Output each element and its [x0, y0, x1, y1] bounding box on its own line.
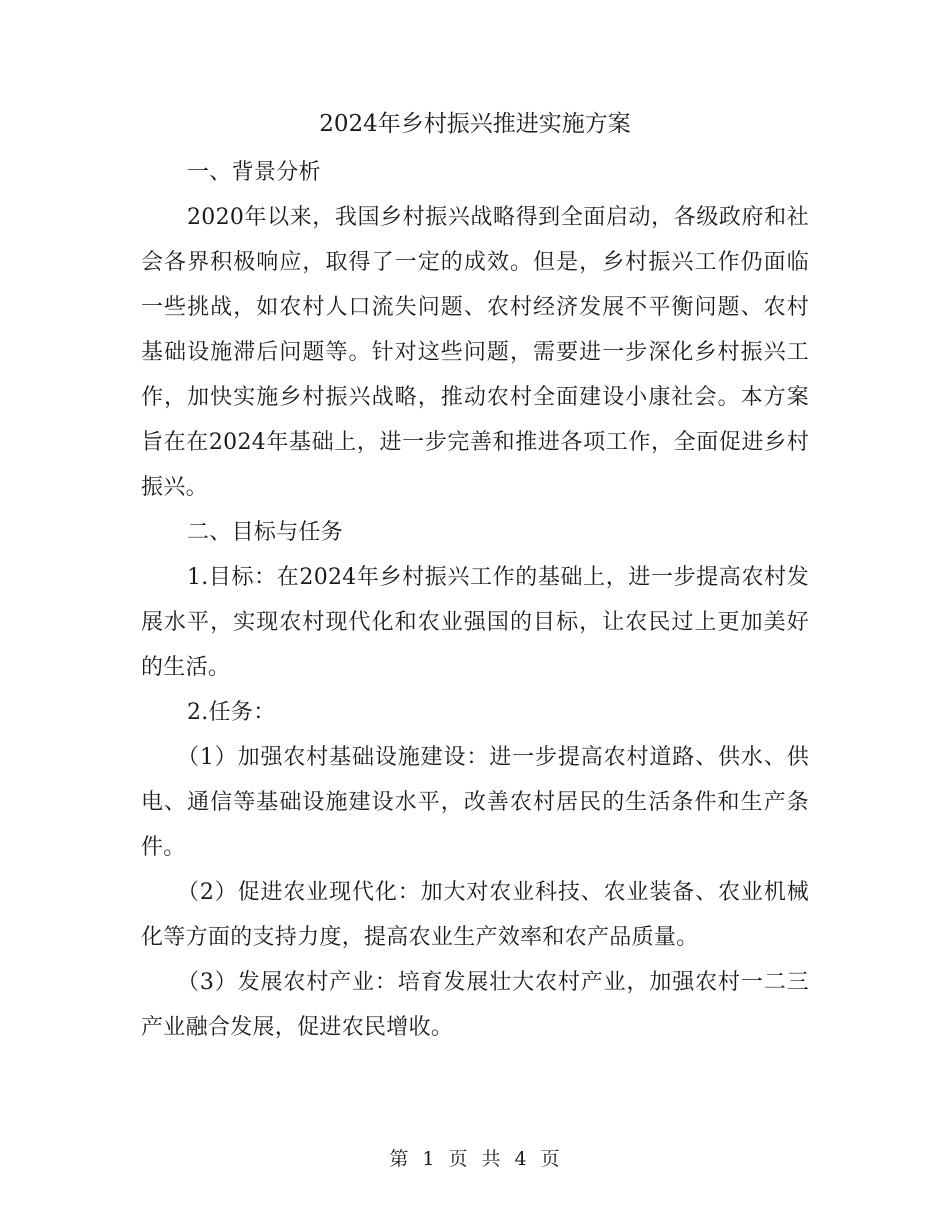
task-item-industry: （3）发展农村产业：培育发展壮大农村产业，加强农村一二三产业融合发展，促进农民增收。: [141, 970, 809, 1040]
paragraph-goal: 1.目标：在2024年乡村振兴工作的基础上，进一步提高农村发展水平，实现农村现代化和农业强国的目标，让农民过上更加美好的生活。: [141, 565, 809, 680]
task-item-agriculture: （2）促进农业现代化：加大对农业科技、农业装备、农业机械化等方面的支持力度，提高农业生产效率和农产品质量。: [141, 880, 809, 950]
section-heading-goals: 二、目标与任务: [187, 520, 344, 545]
paragraph-tasks-label: 2.任务：: [187, 700, 276, 725]
section-heading-background: 一、背景分析: [187, 160, 321, 185]
document-body: [141, 150, 809, 1050]
task-item-infrastructure: （1）加强农村基础设施建设：进一步提高农村道路、供水、供电、通信等基础设施建设水平，改善农村居民的生活条件和生产条件。: [141, 745, 809, 860]
document-title: 2024年乡村振兴推进实施方案: [319, 111, 631, 137]
paragraph-background: 2020年以来，我国乡村振兴战略得到全面启动，各级政府和社会各界积极响应，取得了一定的成效。但是，乡村振兴工作仍面临一些挑战，如农村人口流失问题、农村经济发展不平衡问题、农村基础设施滞后问题等。针对这些问题，需要进一步深化乡村振兴工作，加快实施乡村振兴战略，推动农村全面建设小康社会。本方案旨在在2024年基础上，进一步完善和推进各项工作，全面促进乡村振兴。: [141, 205, 809, 500]
page-number-footer: 第 1 页 共 4 页: [389, 1148, 561, 1170]
